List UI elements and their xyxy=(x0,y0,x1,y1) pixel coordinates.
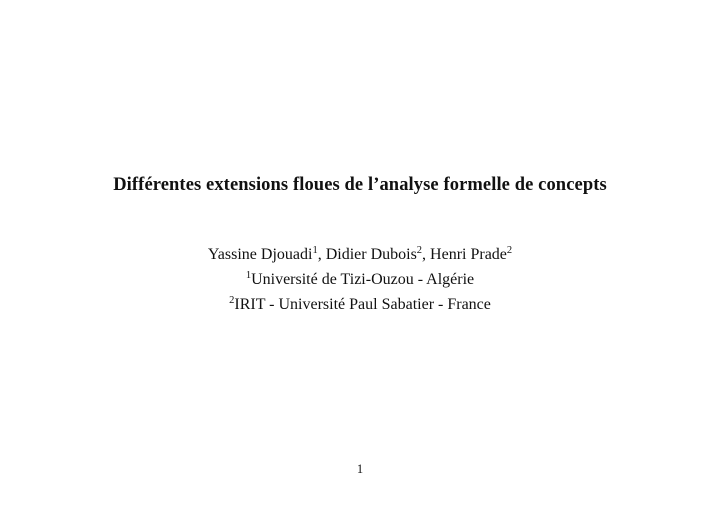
author-list xyxy=(0,242,720,267)
author-block xyxy=(0,242,720,317)
affiliation-text: IRIT - Université Paul Sabatier - France xyxy=(234,296,491,313)
author-name: Didier Dubois xyxy=(325,246,417,263)
author-separator: , xyxy=(422,246,431,263)
page-number: 1 xyxy=(356,462,364,476)
affiliation-line xyxy=(0,267,720,292)
author-affiliation-marker: 1 xyxy=(312,245,318,256)
author-name: Henri Prade xyxy=(430,246,507,263)
author-affiliation-marker: 2 xyxy=(416,245,423,256)
affiliation-marker: 1 xyxy=(245,270,252,281)
author-separator: , xyxy=(317,246,326,263)
paper-title: Différentes extensions floues de l’analyse formelle de concepts xyxy=(113,175,607,195)
affiliation-line xyxy=(0,292,720,317)
author-affiliation-marker: 2 xyxy=(506,245,513,256)
author-name: Yassine Djouadi xyxy=(207,246,313,263)
affiliation-text: Université de Tizi-Ouzou - Algérie xyxy=(251,271,475,288)
affiliation-marker: 2 xyxy=(229,295,235,306)
